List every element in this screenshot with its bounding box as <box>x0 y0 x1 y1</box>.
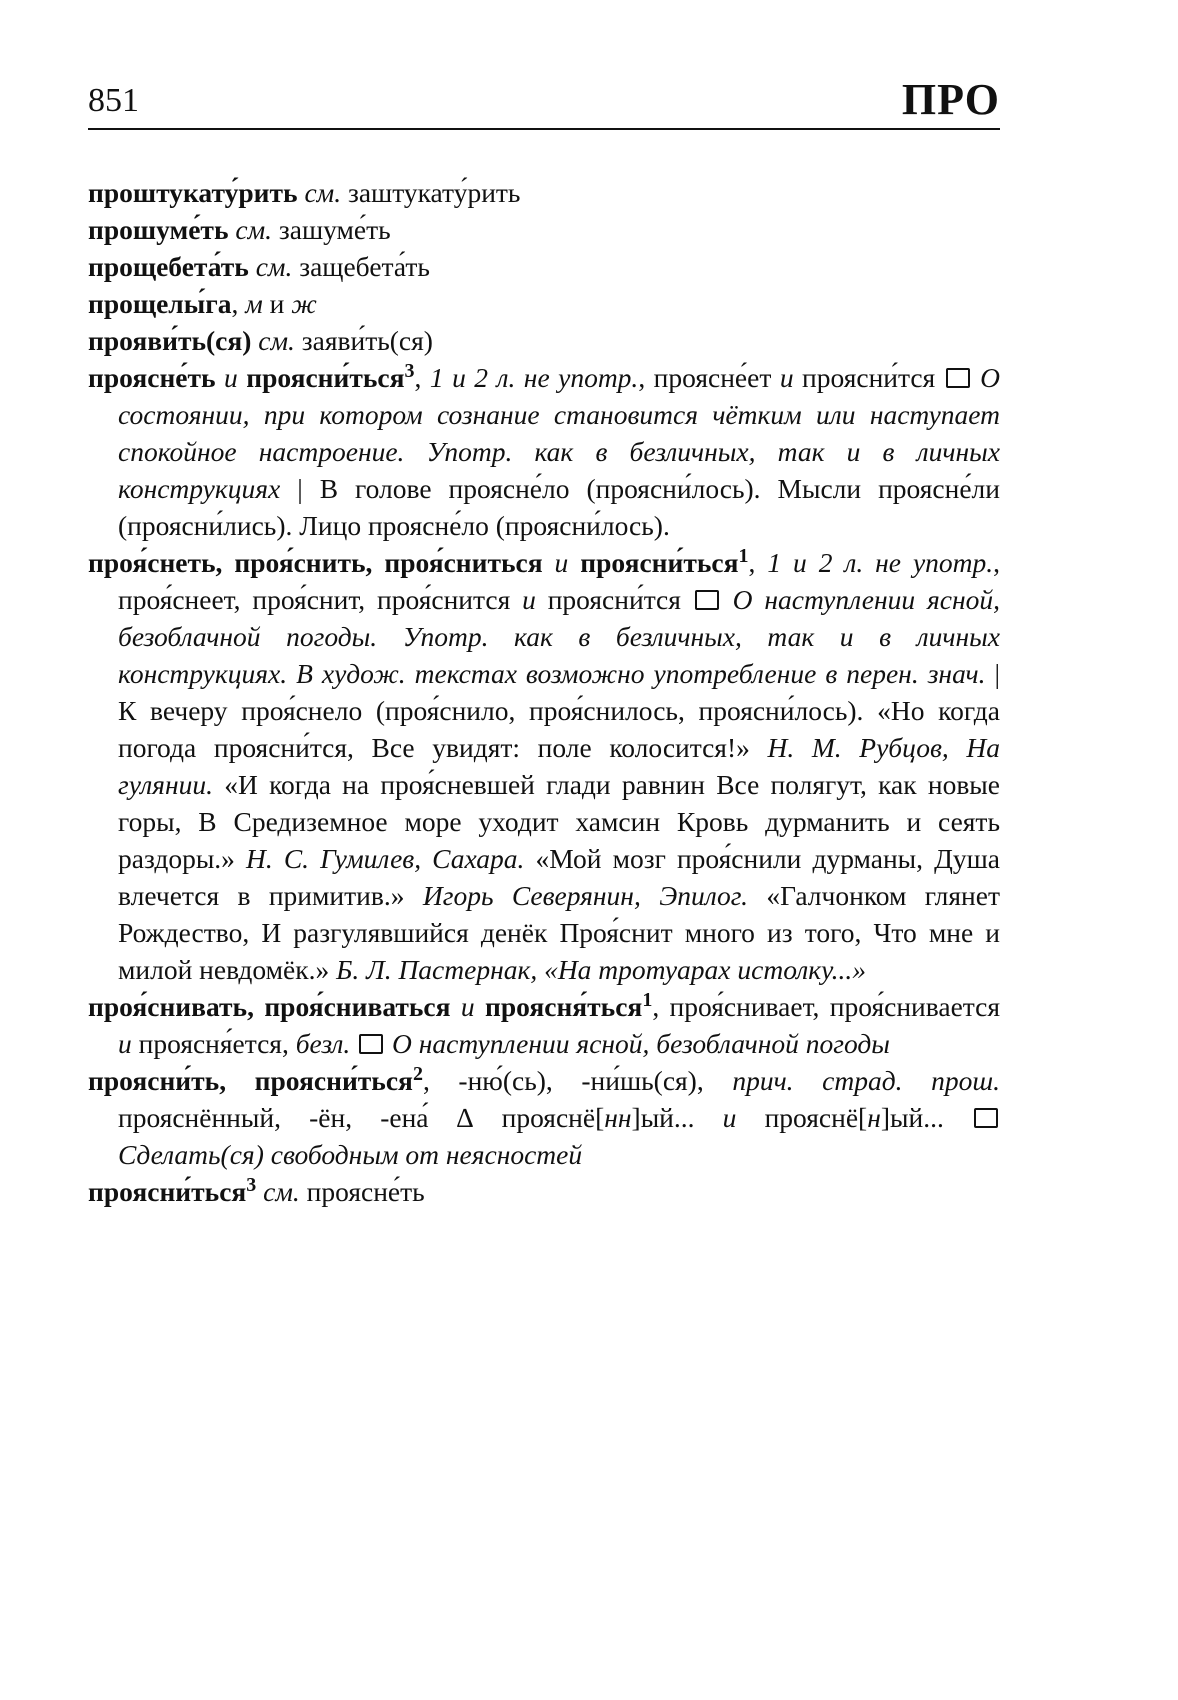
definition-box-icon <box>359 1034 383 1054</box>
page-number: 851 <box>88 82 139 119</box>
headword: проя́снеть, проя́снить, проя́сниться <box>88 547 543 578</box>
headword: проясни́ться <box>88 1176 247 1207</box>
definition-box-icon <box>946 368 970 388</box>
entry-text: , <box>231 288 246 319</box>
entry-text: «Мой мозг проя́снили дурманы, Душа влечется в примитив.» <box>118 843 1000 911</box>
italic-note: Игорь Северянин, Эпилог. <box>422 880 749 911</box>
homonym-index: 1 <box>738 544 749 567</box>
headword: прощелы́га <box>88 288 232 319</box>
italic-note: нн <box>604 1102 632 1133</box>
entry-text: «И когда на проя́сневшей глади равнин Все полягут, как новые горы, В Средиземное море уходит хамсин Кровь дурманить и сеять раздоры.» <box>118 769 1000 874</box>
italic-note: Н. М. Рубцов, На гулянии. <box>118 732 1001 800</box>
entry-text: заяви́ть(ся) <box>294 325 433 356</box>
homonym-index: 3 <box>246 1173 257 1196</box>
italic-note: м <box>245 288 263 319</box>
headword: проясни́ть, проясни́ться <box>88 1065 413 1096</box>
headword: прошуме́ть <box>88 214 229 245</box>
italic-note: и <box>542 547 581 578</box>
headword: прояви́ть(ся) <box>88 325 252 356</box>
entry-text: и <box>262 288 292 319</box>
homonym-index: 2 <box>412 1062 423 1085</box>
italic-note: и <box>522 584 536 615</box>
dictionary-entries <box>88 174 1000 1210</box>
dictionary-entry <box>88 285 1000 322</box>
entry-text: , <box>414 362 430 393</box>
headword: проясня́ться <box>485 991 643 1022</box>
entry-text: , проясне́ет <box>638 362 780 393</box>
definition-box-icon <box>695 590 719 610</box>
headword: проясни́ться <box>246 362 405 393</box>
italic-note: 1 и 2 л. не употр. <box>767 547 994 578</box>
entry-text: | В голове проясне́ло (проясни́лось). Мысли проясне́ли (проясни́лись). Лицо проясне́ло (проясни́лось). <box>118 473 1000 541</box>
italic-note: Сделать(ся) свободным от неясностей <box>118 1139 583 1170</box>
dictionary-entry <box>88 1173 1000 1210</box>
italic-note: 1 и 2 л. не употр. <box>429 362 639 393</box>
homonym-index: 1 <box>642 988 653 1011</box>
italic-note: ж <box>291 288 317 319</box>
homonym-index: 3 <box>404 359 415 382</box>
italic-note: см. <box>248 251 293 282</box>
entry-text: проясне́ть <box>299 1176 425 1207</box>
italic-note: и <box>722 1102 737 1133</box>
dictionary-entry <box>88 1062 1000 1173</box>
italic-note: см. <box>228 214 272 245</box>
entry-text: ]ый... <box>880 1102 972 1133</box>
entry-text: проясни́тся <box>793 362 944 393</box>
italic-note: Б. Л. Пастернак, «На тротуарах истолку...» <box>336 954 866 985</box>
dictionary-entry <box>88 544 1000 988</box>
italic-note: см. <box>256 1176 300 1207</box>
italic-note: и <box>450 991 485 1022</box>
italic-note: прич. страд. прош. <box>732 1065 1000 1096</box>
dictionary-entry <box>88 988 1000 1062</box>
italic-note: см. <box>251 325 295 356</box>
italic-note: см. <box>297 177 342 208</box>
headword: проясне́ть <box>88 362 216 393</box>
entry-text: | К вечеру проя́снело (проя́снило, проя́снилось, проясни́лось). «Но когда погода проясни́тся, Все увидят: поле колосится!» <box>118 658 1000 763</box>
entry-text: , -ню́(сь), -ни́шь(ся), <box>422 1065 733 1096</box>
entry-text: проясни́тся <box>535 584 693 615</box>
dictionary-entry <box>88 174 1000 211</box>
entry-text: ]ый... <box>631 1102 723 1133</box>
italic-note: и <box>779 362 794 393</box>
dictionary-entry <box>88 211 1000 248</box>
italic-note: Н. С. Гумилев, Сахара. <box>246 843 525 874</box>
italic-note: и <box>118 1028 132 1059</box>
headword: проя́снивать, проя́сниваться <box>88 991 451 1022</box>
dictionary-entry <box>88 322 1000 359</box>
entry-text: проясня́ется, <box>131 1028 296 1059</box>
entry-text: , проя́снеет, проя́снит, проя́снится <box>118 547 1001 615</box>
entry-text: прояснё[ <box>736 1102 868 1133</box>
entry-text: защебета́ть <box>292 251 430 282</box>
dictionary-entry <box>88 248 1000 285</box>
italic-note: и <box>215 362 247 393</box>
entry-text: прояснённый, -ён, -ена́ ∆ прояснё[ <box>118 1102 605 1133</box>
entry-text: «Галчонком глянет Рождество, И разгулявшийся денёк Проя́снит много из того, Что мне и милой невдомёк.» <box>118 880 1000 985</box>
entry-text <box>350 1028 357 1059</box>
entry-text: заштукату́рить <box>341 177 521 208</box>
entry-text: , проя́снивает, проя́снивается <box>652 991 1000 1022</box>
italic-note: О состоянии, при котором сознание становится чётким или наступает спокойное настроение. Употр. как в безличных, так и в личных конструкциях <box>118 362 1000 504</box>
dictionary-entry <box>88 359 1000 544</box>
headword: прощебета́ть <box>88 251 249 282</box>
italic-note: О наступлении ясной, безоблачной погоды. Употр. как в безличных, так и в личных конструкциях. В худож. текстах возможно употребление в перен. знач. <box>118 584 1000 689</box>
running-head: ПРО <box>901 75 1000 124</box>
page-header <box>88 72 1000 130</box>
headword: проштукату́рить <box>88 177 298 208</box>
italic-note: н <box>867 1102 881 1133</box>
definition-box-icon <box>974 1108 998 1128</box>
entry-text: зашуме́ть <box>272 214 391 245</box>
entry-text: , <box>748 547 768 578</box>
italic-note: О наступлении ясной, безоблачной погоды <box>385 1028 890 1059</box>
italic-note: безл. <box>295 1028 351 1059</box>
headword: проясни́ться <box>580 547 739 578</box>
